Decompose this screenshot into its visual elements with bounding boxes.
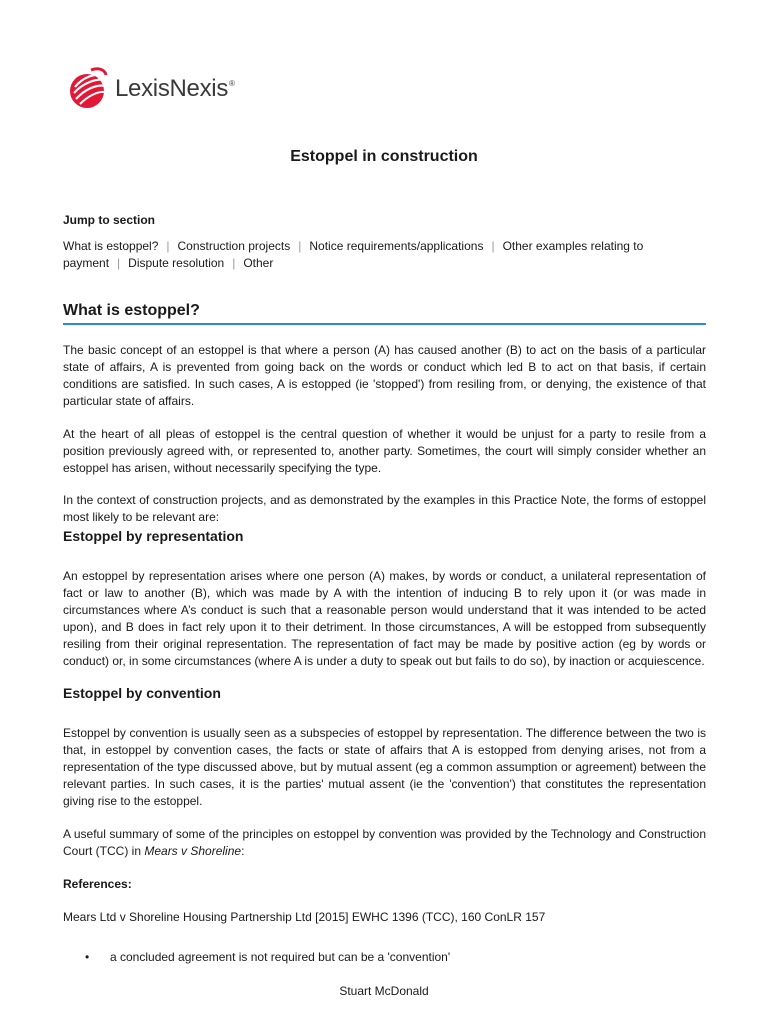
jump-link-notice-requirements[interactable]: Notice requirements/applications	[309, 239, 484, 253]
paragraph-basic-concept: The basic concept of an estoppel is that where a person (A) has caused another (B) to act on the basis of a particular state of affairs, A is prevented from going back on the words or conduct which led B to act on that basis, if certain conditions are satisfied. In such cases, A is estopped (ie 'stopped') from resiling from, or denying, the existence of that particular state of affairs.	[63, 343, 706, 408]
references-label: References:	[63, 877, 132, 891]
paragraph-heart-of-pleas: At the heart of all pleas of estoppel is the central question of whether it would be unjust for a party to resile from a position previously agreed with, or represented to, another party. Sometimes, the court will simply consider whether an estoppel has arisen, without necessarily specifying the type.	[63, 427, 706, 475]
list-item	[85, 950, 450, 964]
paragraph-convention: Estoppel by convention is usually seen as a subspecies of estoppel by representation. The difference between the two is that, in estoppel by convention cases, the facts or state of affairs that A is estopped from denying arises, not from a representation of the type discussed above, but by mutual assent (eg a common assumption or agreement) between the relevant parties. In such cases, it is the parties' mutual assent (ie the 'convention') that constitutes the representation giving rise to the estoppel.	[63, 726, 706, 808]
footer-author: Stuart McDonald	[339, 984, 429, 998]
jump-to-section-label: Jump to section	[63, 213, 156, 227]
subheading-estoppel-by-convention: Estoppel by convention	[63, 685, 221, 701]
lexisnexis-logo[interactable]	[69, 67, 235, 111]
jump-to-section-nav	[63, 238, 708, 272]
logo-wordmark: LexisNexis®	[115, 75, 235, 102]
bullet-icon: •	[85, 950, 90, 964]
jump-link-other-examples-payment[interactable]: Other examples relating to payment	[63, 239, 644, 270]
nav-separator: |	[117, 256, 121, 270]
nav-separator: |	[232, 256, 236, 270]
nav-separator: |	[491, 239, 495, 253]
section-heading-what-is-estoppel: What is estoppel?	[63, 302, 706, 325]
paragraph-useful-summary: A useful summary of some of the principles on estoppel by convention was provided by the Technology and Construction Court (TCC) in Mears v Shoreline:	[63, 827, 706, 858]
nav-separator: |	[166, 239, 170, 253]
document-title: Estoppel in construction	[290, 148, 478, 165]
reference-item[interactable]: Mears Ltd v Shoreline Housing Partnership Ltd [2015] EWHC 1396 (TCC), 160 ConLR 157	[63, 910, 546, 924]
paragraph-representation: An estoppel by representation arises where one person (A) makes, by words or conduct, a unilateral representation of fact or law to another (B), which was made by A with the intention of inducing B to rely upon it (or was made in circumstances where A’s conduct is such that a reasonable person would understand that it was intended to be acted upon), and B does in fact rely upon it to their detriment. In those circumstances, A will be estopped from subsequently resiling from their original representation. The representation of fact may be made by positive action (eg by words or conduct) or, in some circumstances (where A is under a duty to speak out but fails to do so), by inaction or acquiescence.	[63, 569, 706, 668]
nav-separator: |	[298, 239, 302, 253]
list-item-text: a concluded agreement is not required but can be a 'convention'	[110, 950, 451, 964]
subheading-estoppel-by-representation: Estoppel by representation	[63, 528, 244, 544]
case-name: Mears v Shoreline	[144, 844, 242, 858]
paragraph-construction-context: In the context of construction projects, and as demonstrated by the examples in this Practice Note, the forms of estoppel most likely to be relevant are:	[63, 493, 706, 524]
jump-link-construction-projects[interactable]: Construction projects	[177, 239, 291, 253]
jump-link-other[interactable]: Other	[243, 256, 274, 270]
jump-link-dispute-resolution[interactable]: Dispute resolution	[128, 256, 225, 270]
lexisnexis-emblem-icon	[69, 67, 109, 111]
jump-link-what-is-estoppel[interactable]: What is estoppel?	[63, 239, 159, 253]
